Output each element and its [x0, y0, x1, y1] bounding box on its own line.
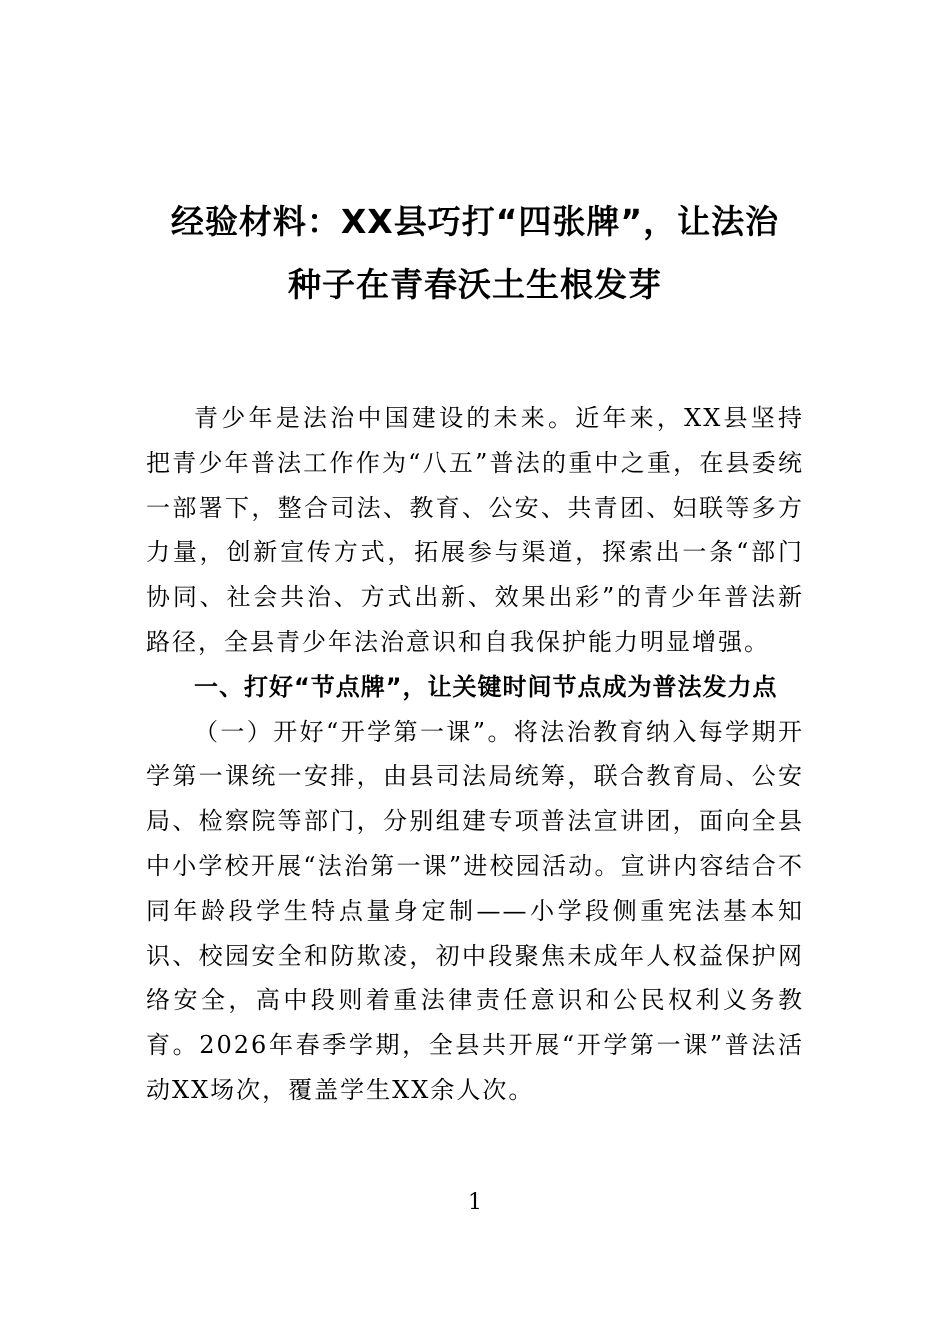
page-number: 1 [468, 1190, 482, 1215]
document-body [146, 396, 804, 1113]
intro-paragraph: 青少年是法治中国建设的未来。近年来，XX县坚持把青少年普法工作作为“八五”普法的重中之重，在县委统一部署下，整合司法、教育、公安、共青团、妇联等多方力量，创新宣传方式，拓展参与渠道，探索出一条“部门协同、社会共治、方式出新、效果出彩”的青少年普法新路径，全县青少年法治意识和自我保护能力明显增强。 [146, 404, 804, 656]
title-line-1: 经验材料：XX县巧打“四张牌”，让法治 [170, 202, 780, 241]
section-1-paragraph-1: （一）开好“开学第一课”。将法治教育纳入每学期开学第一课统一安排，由县司法局统筹，联合教育局、公安局、检察院等部门，分别组建专项普法宣讲团，面向全县中小学校开展“法治第一课”进校园活动。宣讲内容结合不同年龄段学生特点量身定制——小学段侧重宪法基本知识、校园安全和防欺凌，初中段聚焦未成年人权益保护网络安全，高中段则着重法律责任意识和公民权利义务教育。2026年春季学期，全县共开展“开学第一课”普法活动XX场次，覆盖学生XX余人次。 [146, 717, 804, 1104]
section-1-heading: 一、打好“节点牌”，让关键时间节点成为普法发力点 [194, 672, 778, 701]
document-title [146, 190, 804, 316]
title-line-2: 种子在青春沃土生根发芽 [288, 265, 662, 304]
